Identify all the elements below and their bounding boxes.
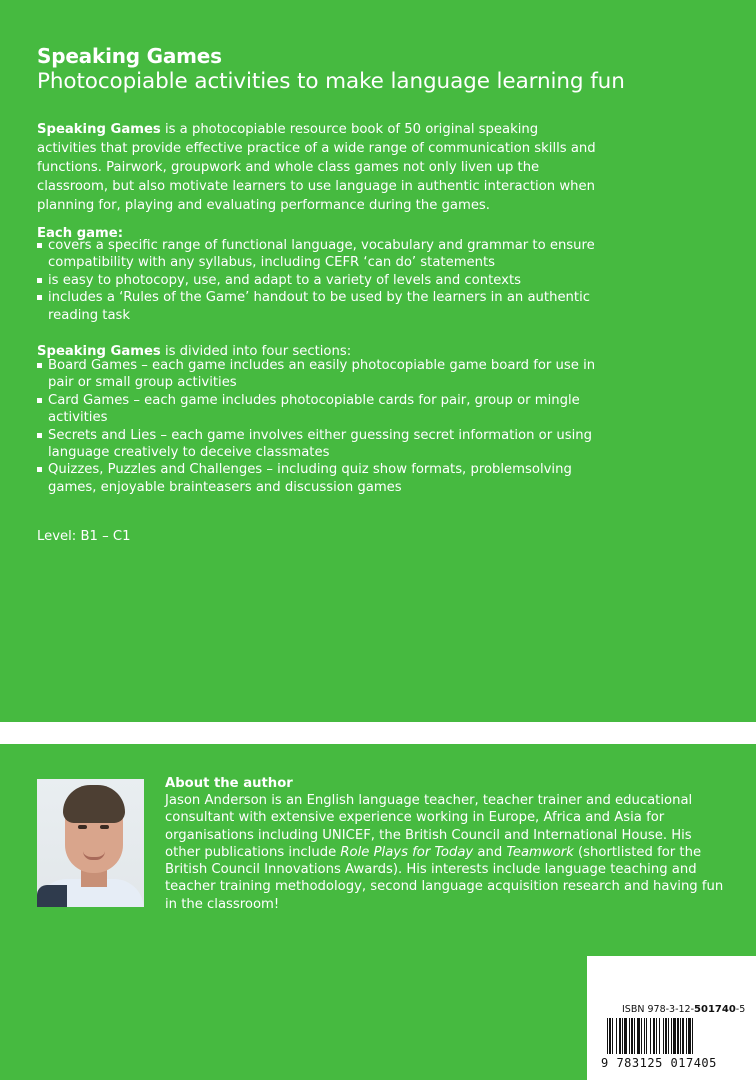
bullet-square-icon bbox=[37, 433, 42, 438]
publication-title: Role Plays for Today bbox=[340, 844, 474, 860]
list-item-text: includes a ‘Rules of the Game’ handout to be used by the learners in an authentic reading task bbox=[48, 290, 591, 323]
isbn-suffix: -5 bbox=[735, 1004, 746, 1015]
author-heading: About the author bbox=[165, 776, 293, 791]
list-item-text: is easy to photocopy, use, and adapt to a variety of levels and contexts bbox=[48, 272, 521, 288]
each-game-heading: Each game: bbox=[37, 226, 124, 241]
barcode-icon bbox=[605, 1018, 740, 1056]
isbn-number bbox=[622, 1004, 745, 1015]
list-item bbox=[37, 289, 597, 324]
list-item bbox=[37, 357, 597, 392]
intro-text: is a photocopiable resource book of 50 original speaking activities that provide effective practice of a wide range of communication skills and functions. Pairwork, groupwork and whole class games not only liven up the classroom, but also motivate learners to use language in authentic interaction when planning for, playing and evaluating performance during the games. bbox=[37, 122, 596, 213]
intro-paragraph bbox=[37, 120, 597, 215]
sections-intro-text: is divided into four sections: bbox=[160, 344, 352, 359]
isbn-prefix: ISBN 978-3-12- bbox=[622, 1004, 695, 1015]
list-item bbox=[37, 427, 597, 462]
list-item-text: Secrets and Lies – each game involves either guessing secret information or using language creatively to deceive classmates bbox=[48, 427, 592, 461]
list-item bbox=[37, 461, 597, 496]
book-title: Speaking Games bbox=[37, 44, 222, 68]
bullet-square-icon bbox=[37, 295, 42, 300]
author-photo bbox=[37, 779, 144, 907]
list-item bbox=[37, 272, 597, 289]
bullet-square-icon bbox=[37, 243, 42, 248]
list-item-text: Card Games – each game includes photocopiable cards for pair, group or mingle activities bbox=[48, 392, 580, 426]
bullet-square-icon bbox=[37, 398, 42, 403]
author-bio-text: and bbox=[473, 844, 507, 860]
author-bio-text: Jason Anderson is an English language teacher, teacher trainer and educational consultant with extensive experience working in Europe, Africa and Asia for organisations including UNICEF, the British Council and International House. His other publications include bbox=[165, 793, 693, 860]
list-item-text: Board Games – each game includes an easily photocopiable game board for use in pair or small group activities bbox=[48, 358, 596, 391]
isbn-bold-part: 501740 bbox=[694, 1004, 736, 1015]
list-item-text: covers a specific range of functional language, vocabulary and grammar to ensure compatibility with any syllabus, including CEFR ‘can do’ statements bbox=[48, 238, 595, 271]
bullet-square-icon bbox=[37, 363, 42, 368]
sections-list bbox=[37, 357, 597, 496]
list-item bbox=[37, 392, 597, 427]
author-bio-text: (shortlisted for the British Council Innovations Awards). His interests include language teaching and teacher training methodology, second language acquisition research and having fun in the classroom! bbox=[165, 844, 724, 912]
author-bio bbox=[165, 792, 725, 913]
bullet-square-icon bbox=[37, 278, 42, 283]
bullet-square-icon bbox=[37, 467, 42, 472]
list-item bbox=[37, 237, 597, 272]
book-subtitle: Photocopiable activities to make language learning fun bbox=[37, 69, 625, 94]
level-label: Level: B1 – C1 bbox=[37, 529, 131, 544]
list-item-text: Quizzes, Puzzles and Challenges – including quiz show formats, problemsolving games, enjoyable brainteasers and discussion games bbox=[48, 462, 572, 495]
divider-strip bbox=[0, 722, 756, 744]
intro-bold-title: Speaking Games bbox=[37, 122, 161, 137]
sections-bold-title: Speaking Games bbox=[37, 344, 161, 359]
barcode-digits: 9 783125 017405 bbox=[601, 1056, 717, 1070]
publication-title: Teamwork bbox=[506, 844, 574, 860]
each-game-list bbox=[37, 237, 597, 324]
